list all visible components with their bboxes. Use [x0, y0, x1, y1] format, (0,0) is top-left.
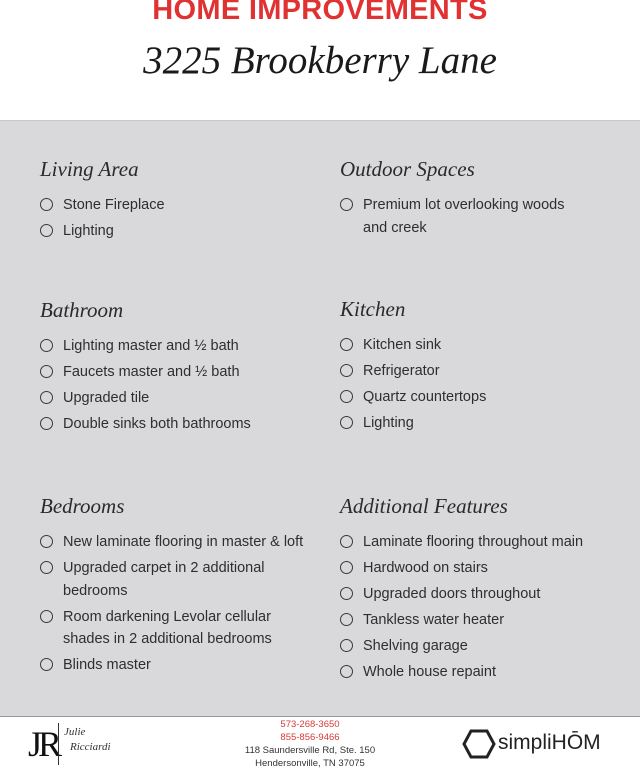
circle-icon	[340, 338, 353, 351]
address-line-2: Hendersonville, TN 37075	[255, 758, 365, 769]
phone-2: 855-856-9466	[280, 732, 340, 743]
divider	[58, 723, 59, 765]
page-title: HOME IMPROVEMENTS	[152, 0, 488, 26]
list-item: Faucets master and ½ bath	[40, 361, 320, 384]
circle-icon	[340, 665, 353, 678]
section-title: Additional Features	[340, 494, 508, 518]
property-address: 3225 Brookberry Lane	[143, 39, 497, 82]
circle-icon	[40, 198, 53, 211]
section-title: Living Area	[40, 157, 139, 181]
list-item: Hardwood on stairs	[340, 557, 630, 580]
circle-icon	[40, 391, 53, 404]
circle-icon	[40, 658, 53, 671]
list-item: Shelving garage	[340, 635, 630, 658]
list-item: Upgraded tile	[40, 387, 320, 410]
circle-icon	[40, 365, 53, 378]
agent-signature: Julie Ricciardi	[64, 726, 111, 753]
circle-icon	[40, 535, 53, 548]
list-item: Blinds master	[40, 654, 320, 677]
circle-icon	[340, 613, 353, 626]
brand-logo	[462, 729, 632, 759]
address-line-1: 118 Saundersville Rd, Ste. 150	[244, 745, 376, 756]
section-title: Bedrooms	[40, 494, 125, 518]
footer	[0, 716, 640, 770]
brand-name: simpliHŌM	[498, 731, 601, 754]
circle-icon	[340, 535, 353, 548]
list-item: Quartz countertops	[340, 386, 610, 409]
list-item: Stone Fireplace	[40, 194, 300, 217]
list-item: Tankless water heater	[340, 609, 630, 632]
circle-icon	[340, 639, 353, 652]
list-item: Premium lot overlooking woods and creek	[340, 194, 588, 239]
section-additional-features	[340, 494, 630, 687]
agent-logo	[26, 721, 136, 767]
section-title: Outdoor Spaces	[340, 157, 475, 181]
list-item: Kitchen sink	[340, 334, 610, 357]
list-item: Lighting	[40, 220, 300, 243]
list-item: Double sinks both bathrooms	[40, 413, 320, 436]
circle-icon	[40, 224, 53, 237]
circle-icon	[340, 198, 353, 211]
circle-icon	[40, 417, 53, 430]
list-item: Lighting	[340, 412, 610, 435]
section-living-area	[40, 157, 300, 246]
header	[0, 0, 640, 120]
monogram: JR	[28, 724, 59, 764]
hexagon-icon	[462, 729, 496, 759]
section-title: Kitchen	[340, 297, 406, 321]
list-item: Upgraded doors throughout	[340, 583, 630, 606]
list-item: Lighting master and ½ bath	[40, 335, 320, 358]
improvements-panel	[0, 120, 640, 717]
contact-info	[220, 718, 400, 770]
list-item: Laminate flooring throughout main	[340, 531, 630, 554]
section-outdoor-spaces	[340, 157, 610, 243]
circle-icon	[40, 610, 53, 623]
list-item: Refrigerator	[340, 360, 610, 383]
list-item: Upgraded carpet in 2 additional bedrooms	[40, 557, 283, 602]
section-kitchen	[340, 297, 610, 438]
circle-icon	[40, 561, 53, 574]
phone-1: 573-268-3650	[280, 719, 340, 730]
section-title: Bathroom	[40, 298, 124, 322]
circle-icon	[340, 390, 353, 403]
circle-icon	[40, 339, 53, 352]
list-item: New laminate flooring in master & loft	[40, 531, 320, 554]
section-bathroom	[40, 298, 320, 439]
circle-icon	[340, 587, 353, 600]
circle-icon	[340, 561, 353, 574]
circle-icon	[340, 364, 353, 377]
list-item: Room darkening Levolar cellular shades in 2 additional bedrooms	[40, 606, 293, 651]
circle-icon	[340, 416, 353, 429]
list-item: Whole house repaint	[340, 661, 630, 684]
section-bedrooms	[40, 494, 320, 680]
